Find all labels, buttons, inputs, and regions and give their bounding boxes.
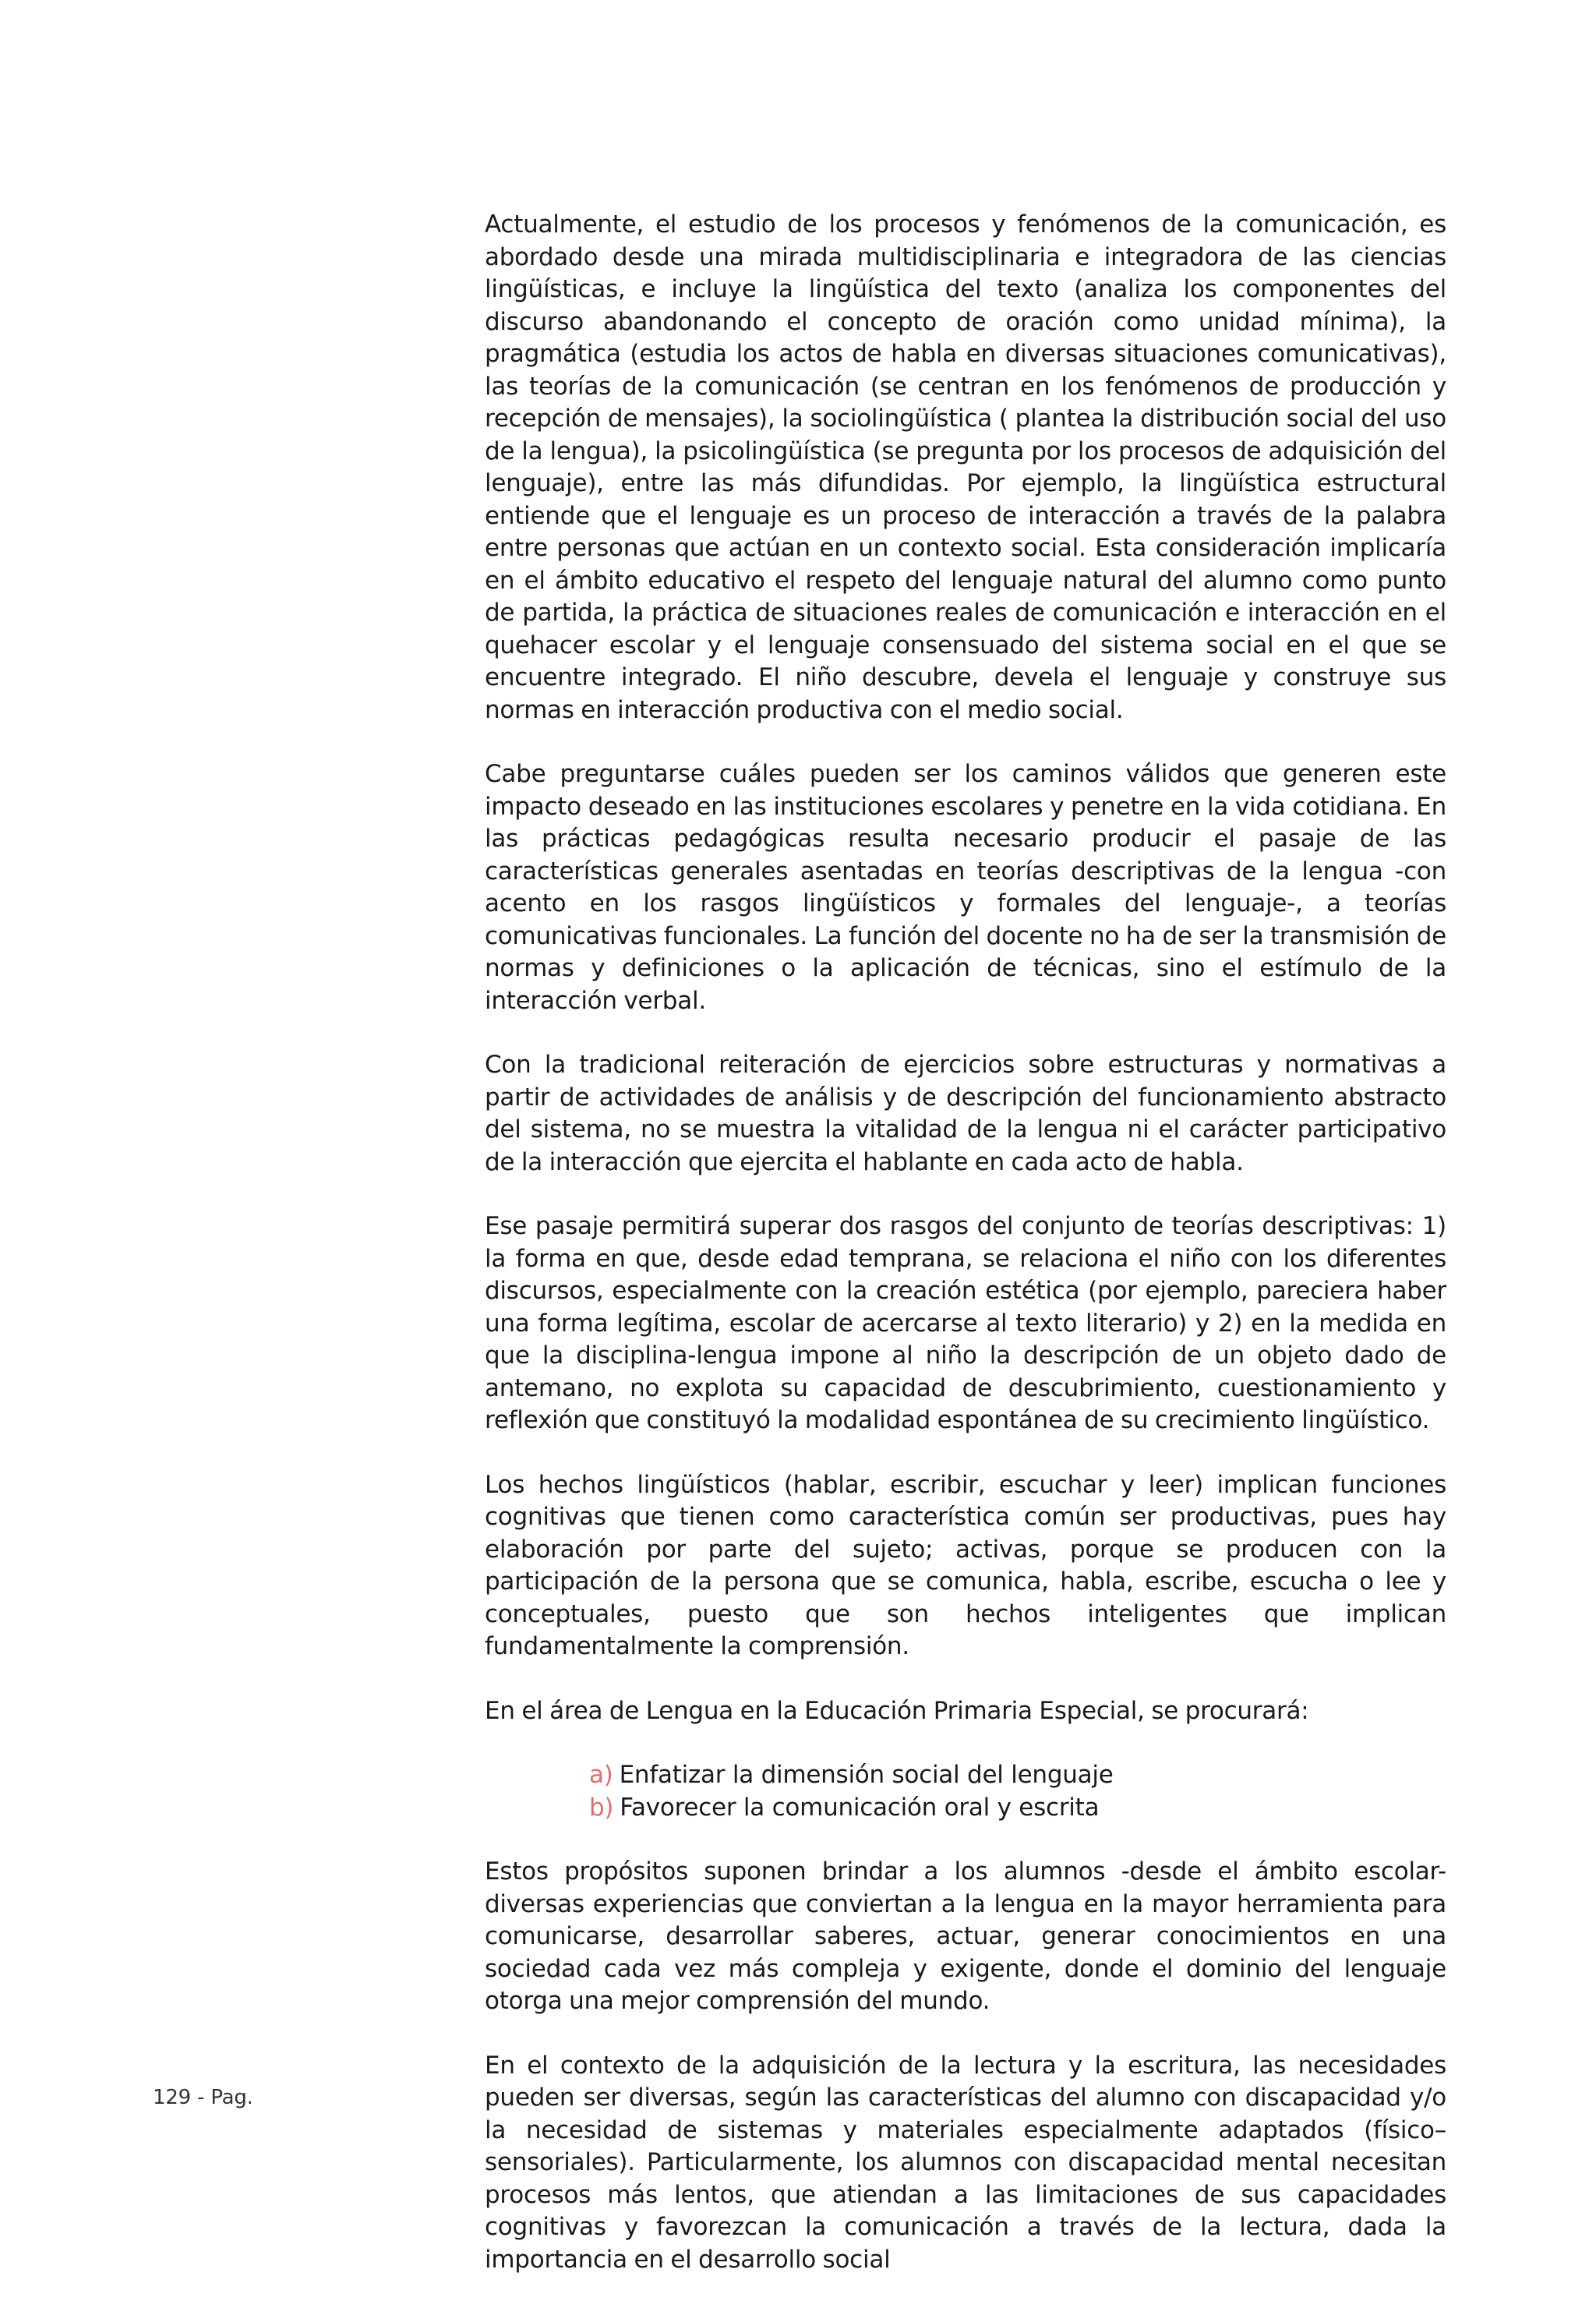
list-item (589, 1792, 1446, 1825)
list-item-text: Enfatizar la dimensión social del lenguaje (619, 1761, 1114, 1789)
paragraph: Con la tradicional reiteración de ejercicios sobre estructuras y normativas a partir de actividades de análisis y de descripción del funcionamiento abstracto del sistema, no se muestra la vitalidad de la lengua ni el carácter participativo de la interacción que ejercita el hablante en cada acto de habla. (485, 1051, 1446, 1176)
list-marker: b) (589, 1793, 614, 1822)
paragraph: Ese pasaje permitirá superar dos rasgos del conjunto de teorías descriptivas: 1) la forma en que, desde edad temprana, se relaciona el niño con los diferentes discursos, especialmente con la creación estética (por ejemplo, pareciera haber una forma legítima, escolar de acercarse al texto literario) y 2) en la medida en que la disciplina-lengua impone al niño la descripción de un objeto dado de antemano, no explota su capacidad de descubrimiento, cuestionamiento y reflexión que constituyó la modalidad espontánea de su crecimiento lingüístico. (485, 1212, 1446, 1434)
paragraph: Actualmente, el estudio de los procesos y fenómenos de la comunicación, es abordado desde una mirada multidisciplinaria e integradora de las ciencias lingüísticas, e incluye la lingüística del texto (analiza los componentes del discurso abandonando el concepto de oración como unidad mínima), la pragmática (estudia los actos de habla en diversas situaciones comunicativas), las teorías de la comunicación (se centran en los fenómenos de producción y recepción de mensajes), la sociolingüística ( plantea la distribución social del uso de la lengua), la psicolingüística (se pregunta por los procesos de adquisición del lenguaje), entre las más difundidas. Por ejemplo, la lingüística estructural entiende que el lenguaje es un proceso de interacción a través de la palabra entre personas que actúan en un contexto social. Esta consideración implicaría en el ámbito educativo el respeto del lenguaje natural del alumno como punto de partida, la práctica de situaciones reales de comunicación e interacción en el quehacer escolar y el lenguaje consensuado del sistema social en el que se encuentre integrado. El niño descubre, devela el lenguaje y construye sus normas en interacción productiva con el medio social. (485, 210, 1446, 724)
paragraph: Estos propósitos suponen brindar a los alumnos -desde el ámbito escolar- diversas experiencias que conviertan a la lengua en la mayor herramienta para comunicarse, desarrollar saberes, actuar, generar conocimientos en una sociedad cada vez más compleja y exigente, donde el dominio del lenguaje otorga una mejor comprensión del mundo. (485, 1857, 1446, 2015)
list-item (589, 1759, 1446, 1792)
paragraph: Los hechos lingüísticos (hablar, escribir, escuchar y leer) implican funciones cognitivas que tienen como característica común ser productivas, pues hay elaboración por parte del sujeto; activas, porque se producen con la participación de la persona que se comunica, habla, escribe, escucha o lee y conceptuales, puesto que son hechos inteligentes que implican fundamentalmente la comprensión. (485, 1470, 1446, 1660)
list-item-text: Favorecer la comunicación oral y escrita (620, 1793, 1100, 1822)
purpose-list (485, 1759, 1446, 1824)
paragraph: En el área de Lengua en la Educación Primaria Especial, se procurará: (485, 1696, 1309, 1725)
page-number: 129 - Pag. (153, 2086, 253, 2109)
body-text (485, 209, 1446, 2308)
paragraph: En el contexto de la adquisición de la lectura y la escritura, las necesidades pueden ser diversas, según las características del alumno con discapacidad y/o la necesidad de sistemas y materiales especialmente adaptados (físico–sensoriales). Particularmente, los alumnos con discapacidad mental necesitan procesos más lentos, que atiendan a las limitaciones de sus capacidades cognitivas y favorezcan la comunicación a través de la lectura, dada la importancia en el desarrollo social (485, 2051, 1446, 2274)
paragraph: Cabe preguntarse cuáles pueden ser los caminos válidos que generen este impacto deseado en las instituciones escolares y penetre en la vida cotidiana. En las prácticas pedagógicas resulta necesario producir el pasaje de las características generales asentadas en teorías descriptivas de la lengua -con acento en los rasgos lingüísticos y formales del lenguaje-, a teorías comunicativas funcionales. La función del docente no ha de ser la transmisión de normas y definiciones o la aplicación de técnicas, sino el estímulo de la interacción verbal. (485, 760, 1446, 1015)
list-marker: a) (589, 1761, 613, 1789)
